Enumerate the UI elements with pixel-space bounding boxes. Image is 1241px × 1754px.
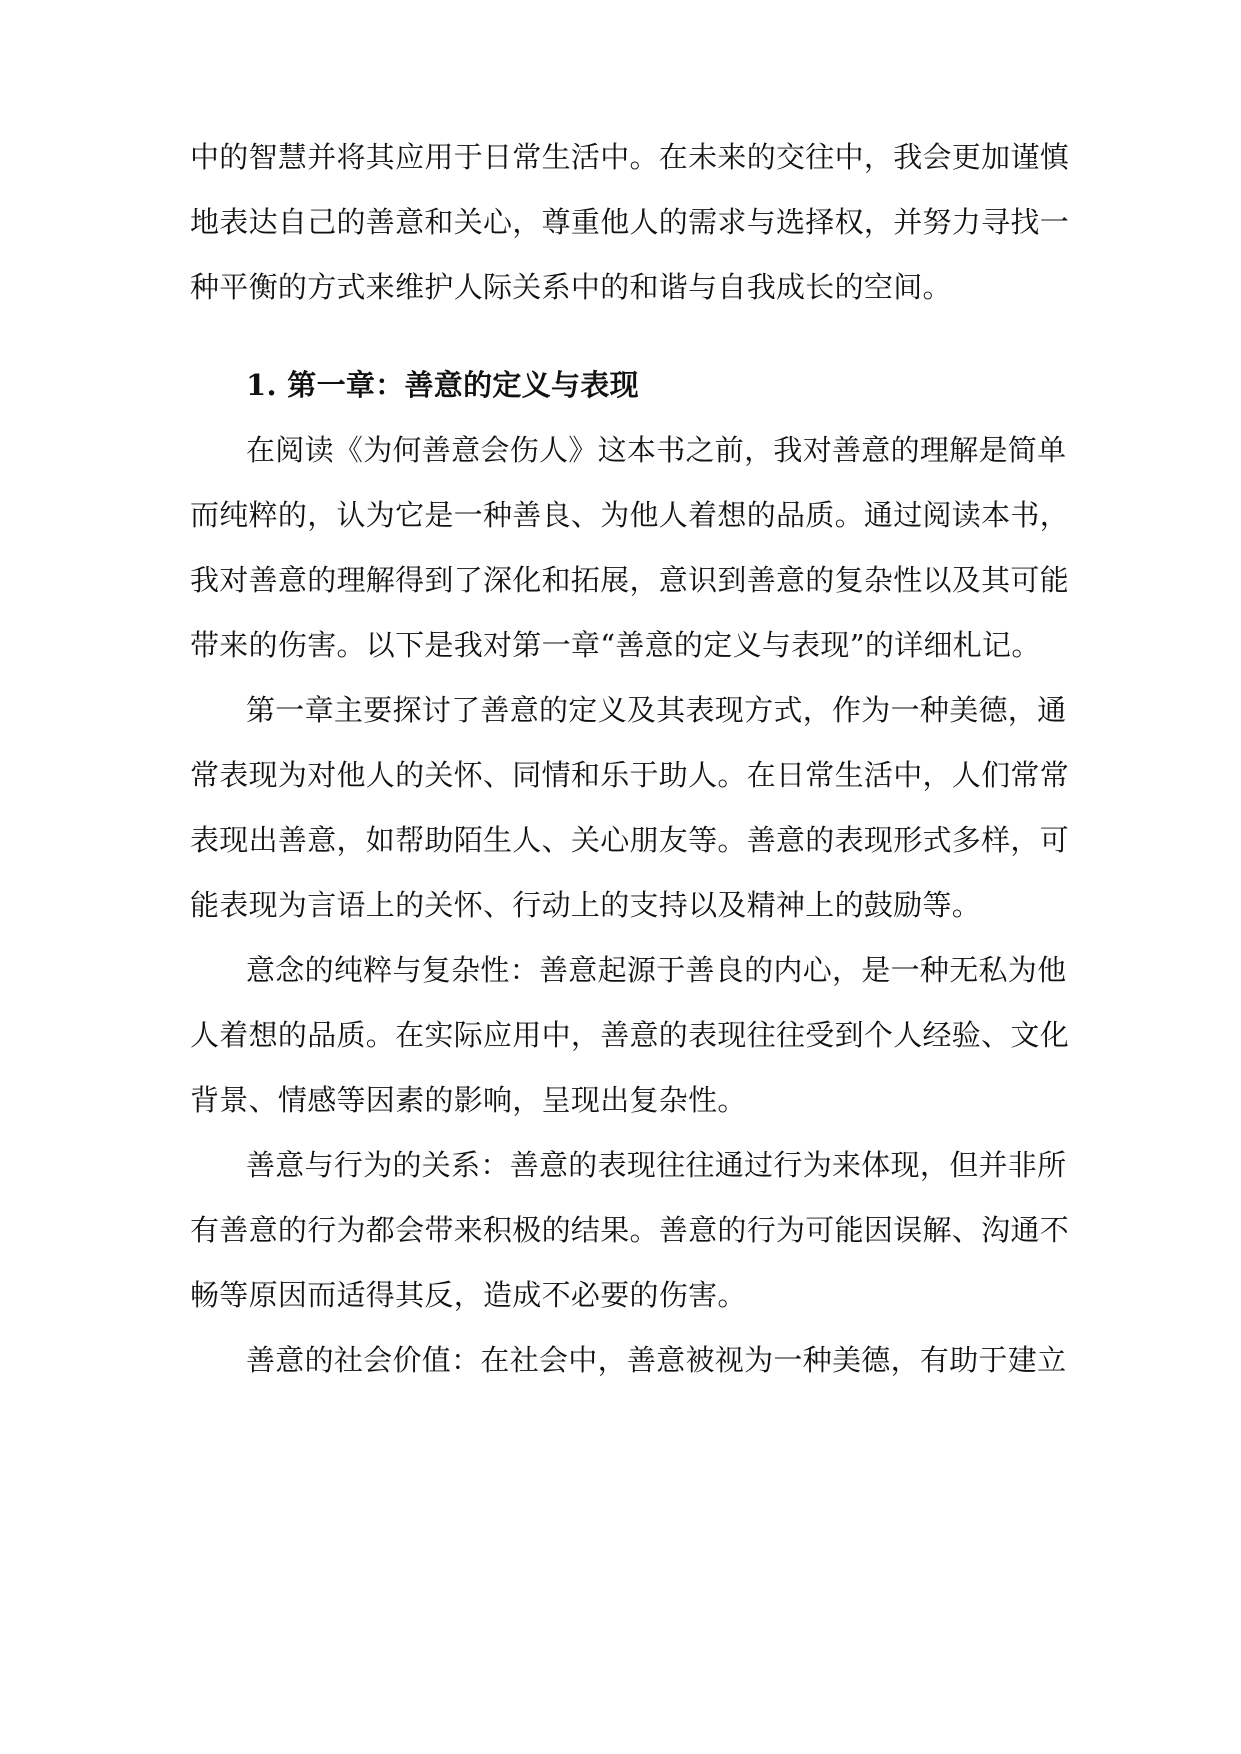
text-line: 善意的社会价值：在社会中，善意被视为一种美德，有助于建立 [246,1343,1067,1377]
text-line: 而纯粹的，认为它是一种善良、为他人着想的品质。通过阅读本书， [190,498,1070,532]
text-line: 地表达自己的善意和关心，尊重他人的需求与选择权，并努力寻找一 [190,205,1070,239]
text-line: 有善意的行为都会带来积极的结果。善意的行为可能因误解、沟通不 [190,1213,1070,1247]
text-line: 表现出善意，如帮助陌生人、关心朋友等。善意的表现形式多样，可 [190,823,1070,857]
text-line: 善意与行为的关系：善意的表现往往通过行为来体现，但并非所 [246,1148,1067,1182]
text-line: 我对善意的理解得到了深化和拓展，意识到善意的复杂性以及其可能 [190,563,1070,597]
text-line: 人着想的品质。在实际应用中，善意的表现往往受到个人经验、文化 [190,1018,1070,1052]
text-line: 能表现为言语上的关怀、行动上的支持以及精神上的鼓励等。 [190,888,982,922]
text-line: 常表现为对他人的关怀、同情和乐于助人。在日常生活中，人们常常 [190,758,1070,792]
text-line: 意念的纯粹与复杂性：善意起源于善良的内心，是一种无私为他 [246,953,1067,987]
text-line: 中的智慧并将其应用于日常生活中。在未来的交往中，我会更加谨慎 [190,140,1070,174]
text-line: 种平衡的方式来维护人际关系中的和谐与自我成长的空间。 [190,270,952,304]
text-line: 第一章主要探讨了善意的定义及其表现方式，作为一种美德，通 [246,693,1067,727]
text-line: 畅等原因而适得其反，造成不必要的伤害。 [190,1278,747,1312]
text-line: 带来的伤害。以下是我对第一章“善意的定义与表现”的详细札记。 [190,628,1041,662]
chapter-heading: 1. 第一章：善意的定义与表现 [246,368,639,402]
text-line: 在阅读《为何善意会伤人》这本书之前，我对善意的理解是简单 [246,433,1067,467]
text-line: 背景、情感等因素的影响，呈现出复杂性。 [190,1083,747,1117]
